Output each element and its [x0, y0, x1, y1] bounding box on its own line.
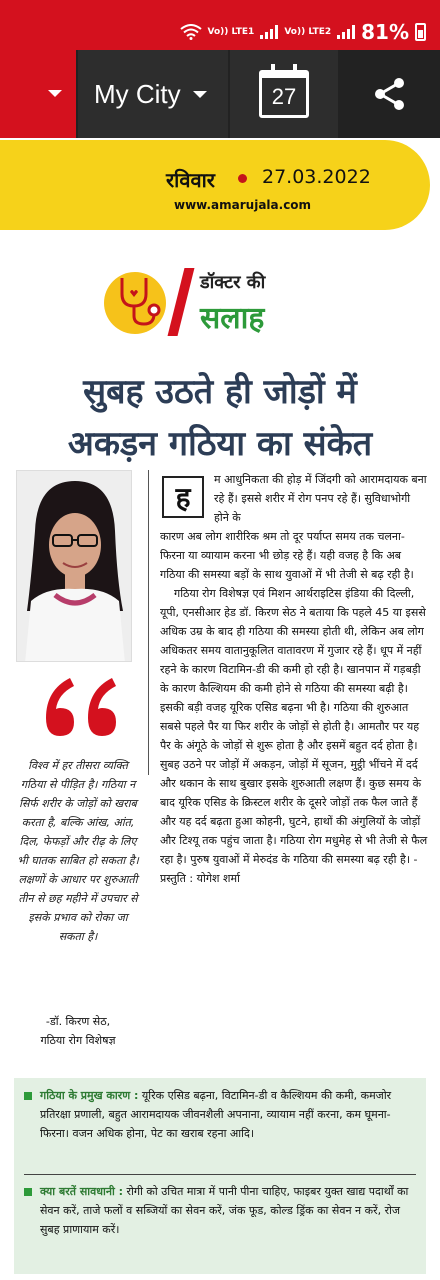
status-icons: [180, 20, 427, 44]
headline-line-1: सुबह उठते ही जोड़ों में: [83, 372, 357, 412]
network-2-label: Vo)) LTE2: [284, 26, 332, 37]
author-name: -डॉ. किरण सेठ,: [45, 1015, 111, 1028]
causes-label: गठिया के प्रमुख कारण :: [40, 1089, 139, 1102]
portrait-image: [17, 471, 132, 662]
status-bar: [0, 0, 440, 50]
calendar-icon: [259, 70, 309, 118]
logo-line-2: सलाह: [200, 301, 265, 336]
pull-quote: विश्व में हर तीसरा व्यक्ति गठिया से पीड़ित है। गठिया न सिर्फ शरीर के जोड़ों को खराब करता है, बल्कि आंख, आंत, दिल, फेफड़ों और रीढ़ के लिए भी घातक साबित हो सकता है। लक्षणों के आधार पर शुरुआती तीन से छह महीने में उपचार से इसके प्रभाव को रोका जा सकता है।: [17, 759, 139, 943]
bullet-square-icon: [24, 1188, 32, 1196]
info-box: [14, 1078, 426, 1274]
date-label: 27.03.2022: [262, 166, 371, 188]
wifi-icon: [180, 24, 202, 40]
day-label: रविवार: [166, 168, 215, 192]
city-label: My City: [94, 78, 181, 109]
chevron-down-icon: [48, 90, 62, 97]
article-paragraph: कारण अब लोग शारीरिक श्रम तो दूर पर्याप्त समय तक चलना-फिरना या व्यायाम करना भी छोड़ रहे हैं। यही वजह है कि अब गठिया की समस्या बड़ों के साथ युवाओं में भी तेजी से बढ़ रही है।: [160, 530, 414, 581]
stethoscope-icon: [108, 272, 166, 330]
logo-slash: [168, 268, 195, 336]
network-1-label: Vo)) LTE1: [207, 26, 255, 37]
article-headline: [20, 366, 420, 470]
logo-line-1: डॉक्टर की: [200, 272, 266, 293]
share-icon: [373, 77, 407, 111]
care-text: रोगी को उचित मात्रा में पानी पीना चाहिए, फाइबर युक्त खाद्य पदार्थों का सेवन करें, ताजे फलों व सब्जियों का सेवन करें, जंक फूड, कोल्ड ड्रिंक का सेवन न करें, रोज सुबह प्राणायाम करें।: [40, 1185, 409, 1236]
edition-dropdown[interactable]: [0, 50, 76, 138]
section-logo: [104, 268, 344, 340]
city-dropdown[interactable]: [78, 50, 228, 138]
site-url: www.amarujala.com: [174, 198, 312, 212]
headline-line-2: अकड़न गठिया का संकेत: [67, 424, 373, 464]
signal-2-icon: [337, 25, 355, 39]
article-paragraph: गठिया रोग विशेषज्ञ एवं मिशन आर्थराइटिस इंडिया की दिल्ली, यूपी, एनसीआर हेड डॉ. किरण सेठ ने बताया कि पहले 45 या इससे अधिक उम्र के बाद ही गठिया की समस्या होती थी, लेकिन अब लोग अधिकतर समय वातानुकूलित वातावरण में गुजार रहे हैं। धूप में नहीं रहने के कारण विटामिन-डी की कमी हो रही है। खानपान में गड़बड़ी के कारण कैल्शियम की कमी होने से गठिया की समस्या बढ़ी है। इसकी बड़ी वजह यूरिक एसिड बढ़ना भी है। गठिया की शुरुआत सबसे पहले पैर या फिर शरीर के जोड़ों से होती है। आमतौर पर यह पैर के अंगूठे के जोड़ों से शुरू होता है और इसमें बहुत दर्द होता है। सुबह उठने पर जोड़ों में अकड़न, जोड़ों में सूजन, मुट्ठी भींचने में दर्द और थकान के साथ बुखार इसके शुरुआती लक्षण हैं। कुछ समय के बाद यूरिक एसिड के क्रिस्टल शरीर के दूसरे जोड़ों तक फैल जाते हैं और यह दर्द बढ़ता हुआ कोहनी, घुटने, हाथों की अंगुलियों के जोड़ों और टिश्यू तक पहुंच जाता है। गठिया रोग मधुमेह से भी तेजी से फैल रहा है। पुरुष युवाओं में मेरुदंड के गठिया की समस्या बढ़ रही है। - प्रस्तुति : योगेश शर्मा: [160, 587, 428, 885]
calendar-button[interactable]: [230, 50, 338, 138]
drop-cap: ह: [162, 476, 204, 518]
signal-1-icon: [260, 25, 278, 39]
calendar-day: 27: [271, 83, 297, 109]
causes-item: [24, 1086, 416, 1143]
care-item: [24, 1182, 416, 1239]
box-divider: [24, 1174, 416, 1175]
bullet-square-icon: [24, 1092, 32, 1100]
causes-text: यूरिक एसिड बढ़ना, विटामिन-डी व कैल्शियम की कमी, कमजोर प्रतिरक्षा प्रणाली, बहुत आरामदायक जीवनशैली अपनाना, व्यायाम नहीं करना, कम घूमना-फिरना। वजन अधिक होना, पेट का खराब रहना आदि।: [40, 1089, 392, 1140]
date-banner: [0, 140, 430, 230]
article-body: [160, 527, 428, 888]
battery-percent: 81%: [361, 20, 409, 44]
care-label: क्या बरतें सावधानी :: [40, 1185, 124, 1198]
toolbar: [0, 50, 440, 138]
share-button[interactable]: [340, 50, 440, 138]
author-title: गठिया रोग विशेषज्ञ: [40, 1034, 116, 1047]
bullet-dot: [238, 174, 247, 183]
chevron-down-icon: [193, 91, 207, 98]
quote-author: [16, 1012, 140, 1050]
battery-icon: [415, 23, 426, 41]
article-lead: म आधुनिकता की होड़ में जिंदगी को आरामदायक बना रहे हैं। इससे शरीर में रोग पनप रहे हैं। सुविधाभोगी होने के: [214, 473, 427, 524]
quote-icon: [40, 672, 120, 742]
doctor-photo: [16, 470, 132, 662]
column-divider: [148, 470, 149, 775]
